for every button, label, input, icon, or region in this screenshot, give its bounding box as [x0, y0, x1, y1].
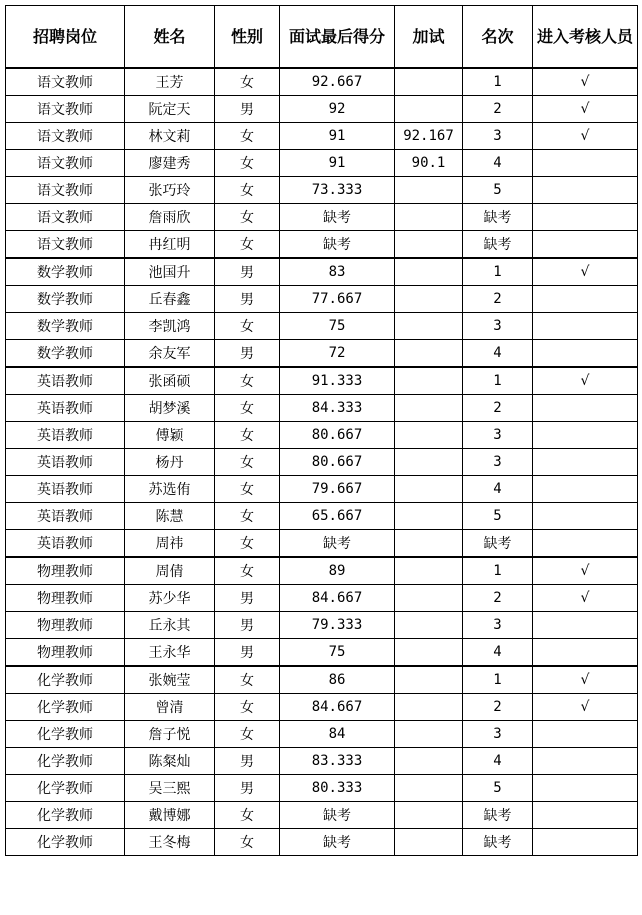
- cell-admitted: [533, 476, 638, 503]
- cell-admitted: √: [533, 96, 638, 123]
- cell-name: 陈粲灿: [125, 748, 215, 775]
- cell-gender: 男: [215, 612, 280, 639]
- cell-extra: [395, 829, 463, 856]
- cell-rank: 1: [463, 68, 533, 96]
- cell-position: 语文教师: [6, 96, 125, 123]
- cell-extra: [395, 258, 463, 286]
- cell-gender: 男: [215, 258, 280, 286]
- table-row: [6, 476, 638, 503]
- table-row: [6, 96, 638, 123]
- cell-rank: 2: [463, 585, 533, 612]
- cell-position: 英语教师: [6, 530, 125, 558]
- cell-position: 英语教师: [6, 449, 125, 476]
- cell-name: 詹子悦: [125, 721, 215, 748]
- cell-rank: 3: [463, 422, 533, 449]
- cell-gender: 男: [215, 340, 280, 368]
- cell-admitted: [533, 204, 638, 231]
- cell-position: 英语教师: [6, 395, 125, 422]
- cell-position: 数学教师: [6, 258, 125, 286]
- table-row: [6, 530, 638, 558]
- results-table: [5, 5, 638, 856]
- table-row: [6, 231, 638, 259]
- cell-gender: 女: [215, 367, 280, 395]
- table-header: [6, 6, 638, 69]
- cell-gender: 女: [215, 557, 280, 585]
- table-row: [6, 748, 638, 775]
- cell-position: 化学教师: [6, 802, 125, 829]
- cell-gender: 女: [215, 313, 280, 340]
- cell-position: 化学教师: [6, 748, 125, 775]
- cell-gender: 男: [215, 96, 280, 123]
- cell-gender: 女: [215, 177, 280, 204]
- table-row: [6, 721, 638, 748]
- cell-admitted: [533, 395, 638, 422]
- cell-position: 语文教师: [6, 68, 125, 96]
- cell-gender: 女: [215, 503, 280, 530]
- cell-score: 75: [280, 639, 395, 667]
- cell-position: 数学教师: [6, 286, 125, 313]
- cell-admitted: √: [533, 585, 638, 612]
- header-extra: 加试: [395, 6, 463, 69]
- cell-name: 杨丹: [125, 449, 215, 476]
- cell-admitted: [533, 177, 638, 204]
- cell-position: 语文教师: [6, 123, 125, 150]
- cell-rank: 缺考: [463, 204, 533, 231]
- cell-admitted: [533, 313, 638, 340]
- cell-extra: [395, 775, 463, 802]
- table-row: [6, 123, 638, 150]
- cell-gender: 女: [215, 68, 280, 96]
- header-gender: 性别: [215, 6, 280, 69]
- cell-position: 物理教师: [6, 639, 125, 667]
- cell-position: 英语教师: [6, 367, 125, 395]
- header-score: 面试最后得分: [280, 6, 395, 69]
- cell-rank: 2: [463, 395, 533, 422]
- cell-position: 物理教师: [6, 612, 125, 639]
- cell-score: 缺考: [280, 802, 395, 829]
- cell-score: 80.667: [280, 422, 395, 449]
- cell-gender: 女: [215, 150, 280, 177]
- cell-rank: 1: [463, 557, 533, 585]
- table-row: [6, 449, 638, 476]
- cell-rank: 缺考: [463, 802, 533, 829]
- cell-admitted: √: [533, 68, 638, 96]
- cell-admitted: √: [533, 666, 638, 694]
- cell-position: 数学教师: [6, 313, 125, 340]
- cell-name: 陈慧: [125, 503, 215, 530]
- table-row: [6, 612, 638, 639]
- cell-name: 冉红明: [125, 231, 215, 259]
- cell-gender: 女: [215, 802, 280, 829]
- table-row: [6, 367, 638, 395]
- cell-name: 余友军: [125, 340, 215, 368]
- cell-rank: 3: [463, 721, 533, 748]
- cell-score: 缺考: [280, 530, 395, 558]
- cell-rank: 2: [463, 694, 533, 721]
- table-body: [6, 68, 638, 856]
- table-row: [6, 286, 638, 313]
- cell-gender: 女: [215, 666, 280, 694]
- table-row: [6, 204, 638, 231]
- cell-rank: 4: [463, 476, 533, 503]
- table-row: [6, 258, 638, 286]
- cell-name: 王永华: [125, 639, 215, 667]
- cell-admitted: [533, 802, 638, 829]
- cell-rank: 4: [463, 340, 533, 368]
- cell-extra: [395, 503, 463, 530]
- cell-rank: 3: [463, 123, 533, 150]
- cell-gender: 女: [215, 694, 280, 721]
- cell-name: 丘春鑫: [125, 286, 215, 313]
- cell-position: 英语教师: [6, 476, 125, 503]
- cell-admitted: [533, 150, 638, 177]
- cell-name: 阮定天: [125, 96, 215, 123]
- cell-extra: [395, 721, 463, 748]
- cell-position: 化学教师: [6, 721, 125, 748]
- table-row: [6, 340, 638, 368]
- cell-position: 数学教师: [6, 340, 125, 368]
- cell-gender: 女: [215, 422, 280, 449]
- cell-rank: 3: [463, 449, 533, 476]
- cell-rank: 1: [463, 367, 533, 395]
- cell-score: 91.333: [280, 367, 395, 395]
- cell-extra: [395, 530, 463, 558]
- cell-extra: [395, 612, 463, 639]
- cell-position: 化学教师: [6, 775, 125, 802]
- cell-score: 79.333: [280, 612, 395, 639]
- cell-score: 84: [280, 721, 395, 748]
- cell-name: 张函硕: [125, 367, 215, 395]
- cell-name: 王芳: [125, 68, 215, 96]
- cell-admitted: √: [533, 258, 638, 286]
- cell-rank: 5: [463, 503, 533, 530]
- cell-position: 化学教师: [6, 829, 125, 856]
- cell-admitted: [533, 612, 638, 639]
- cell-admitted: √: [533, 123, 638, 150]
- cell-rank: 1: [463, 258, 533, 286]
- cell-gender: 女: [215, 123, 280, 150]
- cell-score: 80.667: [280, 449, 395, 476]
- cell-rank: 5: [463, 775, 533, 802]
- cell-name: 詹雨欣: [125, 204, 215, 231]
- cell-extra: 92.167: [395, 123, 463, 150]
- table-row: [6, 694, 638, 721]
- cell-score: 缺考: [280, 204, 395, 231]
- cell-admitted: [533, 340, 638, 368]
- cell-name: 王冬梅: [125, 829, 215, 856]
- cell-gender: 男: [215, 639, 280, 667]
- cell-name: 林文莉: [125, 123, 215, 150]
- cell-gender: 男: [215, 748, 280, 775]
- cell-gender: 女: [215, 721, 280, 748]
- table-row: [6, 150, 638, 177]
- cell-position: 英语教师: [6, 422, 125, 449]
- table-row: [6, 802, 638, 829]
- cell-rank: 2: [463, 96, 533, 123]
- cell-name: 苏少华: [125, 585, 215, 612]
- header-rank: 名次: [463, 6, 533, 69]
- cell-rank: 缺考: [463, 829, 533, 856]
- cell-name: 吴三熙: [125, 775, 215, 802]
- cell-score: 92: [280, 96, 395, 123]
- cell-admitted: [533, 748, 638, 775]
- table-row: [6, 666, 638, 694]
- cell-extra: [395, 177, 463, 204]
- cell-admitted: √: [533, 557, 638, 585]
- cell-rank: 缺考: [463, 231, 533, 259]
- cell-extra: [395, 666, 463, 694]
- cell-admitted: [533, 775, 638, 802]
- cell-rank: 1: [463, 666, 533, 694]
- cell-name: 曾清: [125, 694, 215, 721]
- cell-name: 苏选侑: [125, 476, 215, 503]
- table-row: [6, 395, 638, 422]
- cell-position: 英语教师: [6, 503, 125, 530]
- header-row: [6, 6, 638, 69]
- cell-rank: 3: [463, 313, 533, 340]
- cell-extra: [395, 449, 463, 476]
- cell-admitted: [533, 286, 638, 313]
- cell-name: 李凯鸿: [125, 313, 215, 340]
- cell-gender: 女: [215, 530, 280, 558]
- cell-extra: [395, 68, 463, 96]
- cell-score: 79.667: [280, 476, 395, 503]
- cell-position: 语文教师: [6, 204, 125, 231]
- cell-gender: 女: [215, 395, 280, 422]
- cell-extra: [395, 748, 463, 775]
- cell-score: 73.333: [280, 177, 395, 204]
- cell-position: 语文教师: [6, 231, 125, 259]
- cell-score: 91: [280, 150, 395, 177]
- cell-extra: [395, 204, 463, 231]
- cell-admitted: [533, 639, 638, 667]
- cell-extra: [395, 286, 463, 313]
- cell-name: 廖建秀: [125, 150, 215, 177]
- cell-gender: 女: [215, 476, 280, 503]
- table-row: [6, 829, 638, 856]
- cell-extra: [395, 422, 463, 449]
- cell-admitted: [533, 721, 638, 748]
- cell-extra: [395, 96, 463, 123]
- cell-gender: 男: [215, 286, 280, 313]
- cell-score: 89: [280, 557, 395, 585]
- cell-admitted: √: [533, 367, 638, 395]
- cell-extra: 90.1: [395, 150, 463, 177]
- table-row: [6, 313, 638, 340]
- cell-name: 张巧玲: [125, 177, 215, 204]
- cell-name: 傅颖: [125, 422, 215, 449]
- cell-name: 张婉莹: [125, 666, 215, 694]
- cell-score: 80.333: [280, 775, 395, 802]
- cell-position: 化学教师: [6, 666, 125, 694]
- cell-gender: 女: [215, 829, 280, 856]
- cell-score: 84.333: [280, 395, 395, 422]
- cell-score: 77.667: [280, 286, 395, 313]
- cell-extra: [395, 340, 463, 368]
- cell-name: 胡梦溪: [125, 395, 215, 422]
- cell-extra: [395, 313, 463, 340]
- cell-gender: 女: [215, 231, 280, 259]
- table-row: [6, 775, 638, 802]
- cell-rank: 2: [463, 286, 533, 313]
- cell-position: 物理教师: [6, 585, 125, 612]
- cell-rank: 4: [463, 748, 533, 775]
- cell-score: 缺考: [280, 829, 395, 856]
- table-row: [6, 68, 638, 96]
- header-position: 招聘岗位: [6, 6, 125, 69]
- cell-extra: [395, 231, 463, 259]
- cell-extra: [395, 367, 463, 395]
- cell-name: 周祎: [125, 530, 215, 558]
- table-row: [6, 585, 638, 612]
- cell-gender: 女: [215, 449, 280, 476]
- cell-extra: [395, 557, 463, 585]
- cell-rank: 5: [463, 177, 533, 204]
- table-row: [6, 503, 638, 530]
- cell-admitted: [533, 449, 638, 476]
- cell-admitted: [533, 503, 638, 530]
- table-row: [6, 177, 638, 204]
- cell-admitted: [533, 422, 638, 449]
- table-row: [6, 422, 638, 449]
- cell-gender: 男: [215, 585, 280, 612]
- cell-score: 65.667: [280, 503, 395, 530]
- cell-score: 83: [280, 258, 395, 286]
- cell-score: 91: [280, 123, 395, 150]
- table-row: [6, 557, 638, 585]
- cell-score: 84.667: [280, 585, 395, 612]
- cell-score: 86: [280, 666, 395, 694]
- cell-extra: [395, 476, 463, 503]
- cell-score: 缺考: [280, 231, 395, 259]
- cell-name: 戴博娜: [125, 802, 215, 829]
- cell-position: 语文教师: [6, 150, 125, 177]
- table-row: [6, 639, 638, 667]
- cell-name: 周倩: [125, 557, 215, 585]
- cell-admitted: √: [533, 694, 638, 721]
- cell-score: 75: [280, 313, 395, 340]
- cell-score: 84.667: [280, 694, 395, 721]
- cell-gender: 女: [215, 204, 280, 231]
- cell-gender: 男: [215, 775, 280, 802]
- cell-position: 语文教师: [6, 177, 125, 204]
- cell-admitted: [533, 829, 638, 856]
- cell-extra: [395, 802, 463, 829]
- cell-rank: 缺考: [463, 530, 533, 558]
- cell-name: 丘永其: [125, 612, 215, 639]
- cell-admitted: [533, 530, 638, 558]
- cell-rank: 3: [463, 612, 533, 639]
- cell-position: 物理教师: [6, 557, 125, 585]
- cell-extra: [395, 585, 463, 612]
- cell-rank: 4: [463, 150, 533, 177]
- cell-admitted: [533, 231, 638, 259]
- cell-score: 83.333: [280, 748, 395, 775]
- cell-position: 化学教师: [6, 694, 125, 721]
- cell-name: 池国升: [125, 258, 215, 286]
- cell-extra: [395, 639, 463, 667]
- cell-rank: 4: [463, 639, 533, 667]
- cell-score: 92.667: [280, 68, 395, 96]
- header-admitted: 进入考核人员: [533, 6, 638, 69]
- cell-extra: [395, 395, 463, 422]
- cell-score: 72: [280, 340, 395, 368]
- cell-extra: [395, 694, 463, 721]
- header-name: 姓名: [125, 6, 215, 69]
